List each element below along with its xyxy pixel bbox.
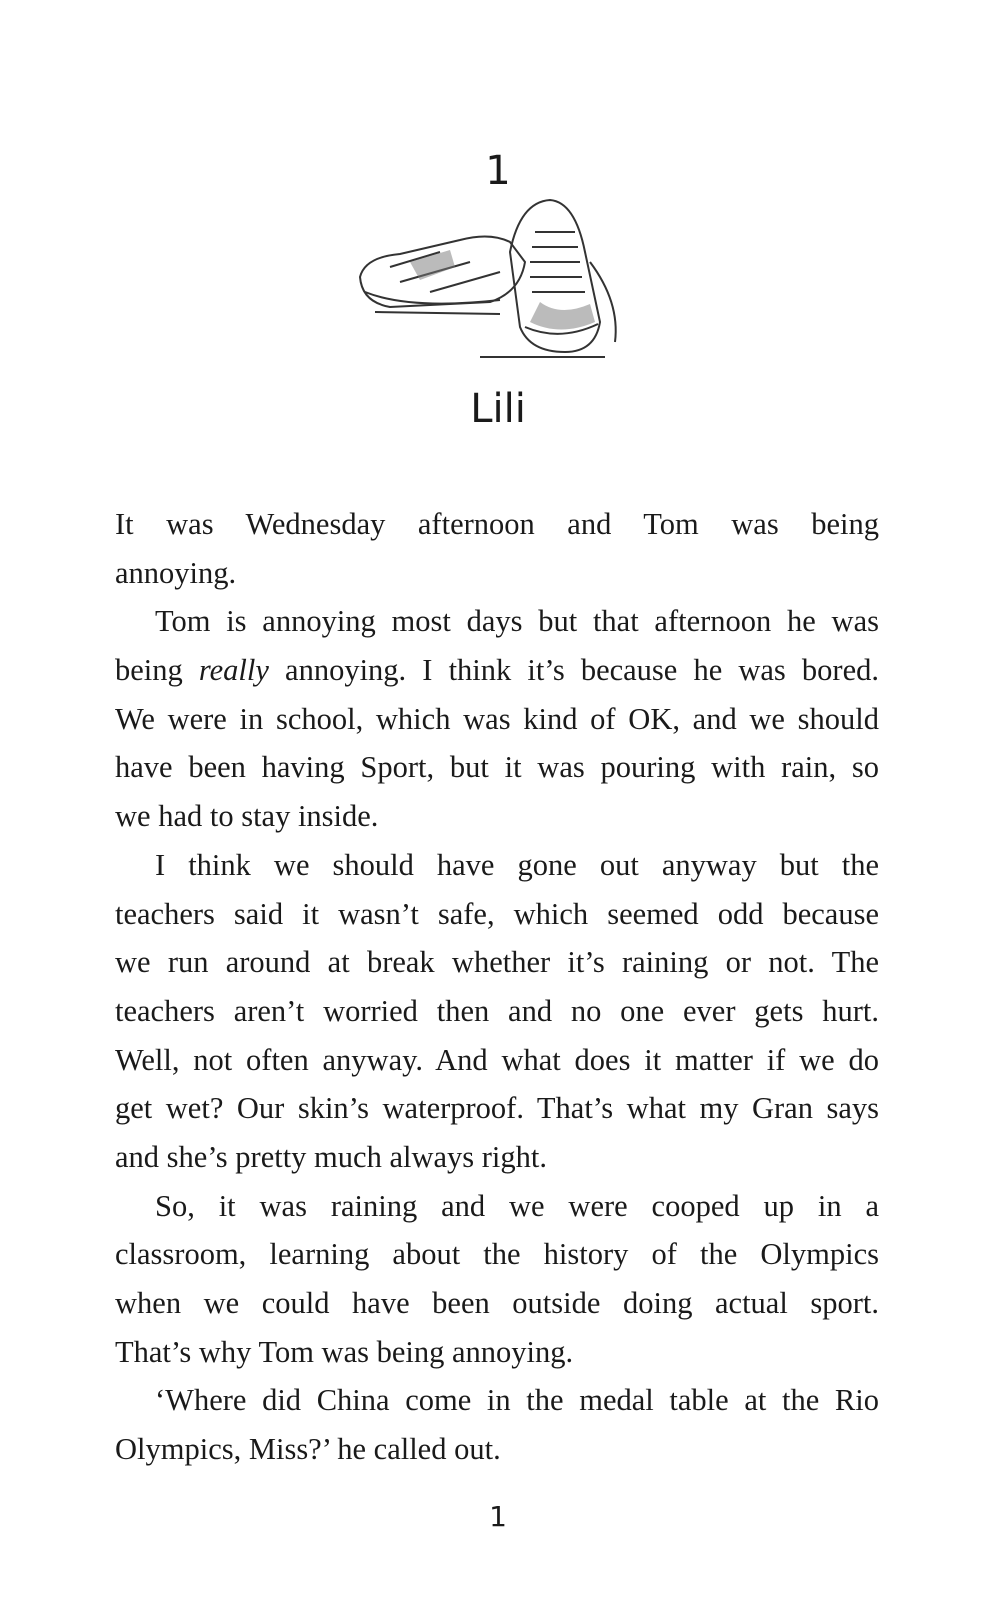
text-line: So, it was raining and we were cooped up in a xyxy=(155,1188,879,1223)
running-shoes-illustration xyxy=(350,192,640,367)
page-number: 1 xyxy=(489,1500,507,1533)
chapter-body-text xyxy=(115,500,879,1474)
text-line: ‘Where did China come in the medal table at the Rio xyxy=(155,1383,879,1418)
text-line: teachers said it wasn’t safe, which seemed odd because xyxy=(115,896,879,931)
text-line: have been having Sport, but it was pouring with rain, so xyxy=(115,750,879,785)
text-line: when we could have been outside doing actual sport. xyxy=(115,1286,879,1320)
text-line: annoying. xyxy=(115,555,237,590)
text-line: classroom, learning about the history of the Olympics xyxy=(115,1237,879,1272)
text-line: That’s why Tom was being annoying. xyxy=(115,1334,574,1369)
text-line: Well, not often anyway. And what does it matter if we do xyxy=(115,1042,879,1077)
text-line: being really annoying. I think it’s because he was bored. xyxy=(115,653,879,688)
chapter-title: Lili xyxy=(470,386,526,432)
text-line: We were in school, which was kind of OK, and we should xyxy=(115,701,879,736)
text-line: Olympics, Miss?’ he called out. xyxy=(115,1432,501,1467)
text-line: we run around at break whether it’s raining or not. The xyxy=(115,945,879,980)
chapter-number: 1 xyxy=(485,148,511,194)
text-line: I think we should have gone out anyway but the xyxy=(155,847,879,882)
emphasis: really xyxy=(198,653,269,688)
text-line: we had to stay inside. xyxy=(115,799,379,834)
text-line: get wet? Our skin’s waterproof. That’s what my Gran says xyxy=(115,1091,879,1126)
text-line: and she’s pretty much always right. xyxy=(115,1139,547,1174)
text-line: teachers aren’t worried then and no one ever gets hurt. xyxy=(115,993,879,1028)
text-line: Tom is annoying most days but that afternoon he was xyxy=(155,604,879,639)
text-line: It was Wednesday afternoon and Tom was being xyxy=(115,507,879,541)
